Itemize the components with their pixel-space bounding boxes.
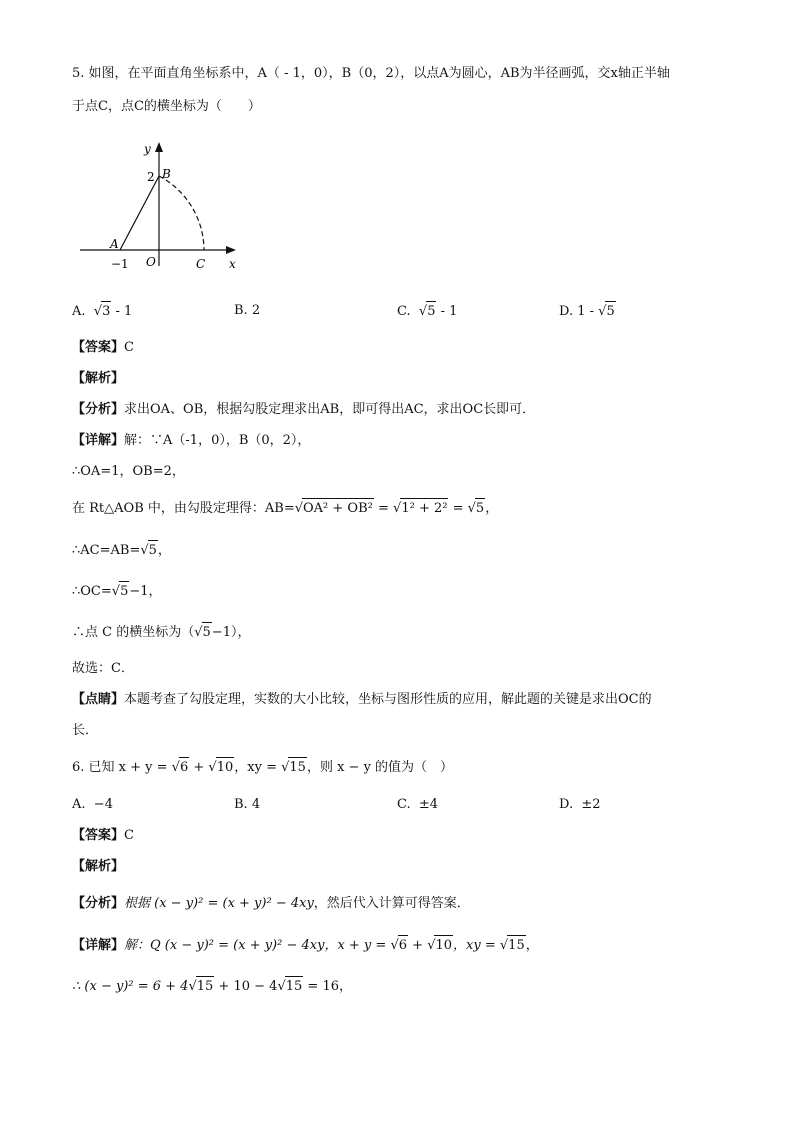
sqrt-radicand: 15 [285, 976, 304, 997]
option-letter: D. [559, 304, 574, 319]
step-text: 在 Rt△AOB 中，由勾股定理得：AB= [72, 501, 295, 516]
sqrt-radicand: 6 [398, 935, 408, 956]
equals: = [373, 501, 394, 516]
step-mid: + 10 − 4 [214, 979, 278, 994]
q5-analysis [72, 369, 124, 389]
q6-analysis [72, 857, 124, 877]
q5-step4: ∴AC=AB=√5， [72, 540, 171, 561]
fenxi-tag: 【分析】 [72, 896, 125, 911]
analysis-tag: 【解析】 [72, 859, 125, 874]
punct: −1， [129, 584, 162, 599]
option-letter: A. [72, 797, 86, 812]
option-suffix: - 1 [436, 304, 458, 319]
y-axis-label: y [144, 142, 151, 156]
q5-options [72, 301, 712, 321]
q5-step6: ∴点 C 的横坐标为（√5−1）， [72, 622, 250, 643]
q6-option-a[interactable] [72, 795, 113, 815]
q5-stem-text-2: 于点C，点C的横坐标为（ ） [72, 99, 261, 114]
q6-answer [72, 826, 134, 846]
q6-stem: 6. 已知 x + y = √6 + √10，xy = √15，则 x − y 的值为（ ） [72, 757, 453, 778]
q6-step2: ∴ (x − y)² = 6 + 4√15 + 10 − 4√15 = 16， [72, 976, 352, 997]
q6-option-d[interactable] [559, 795, 601, 815]
q5-option-a[interactable]: A. √3 - 1 [72, 301, 132, 322]
option-letter: A. [72, 304, 86, 319]
x-axis-label: x [229, 257, 236, 271]
plus: + [189, 760, 209, 775]
answer-tag: 【答案】 [72, 828, 125, 843]
step-text: ∴OA=1，OB=2， [72, 464, 185, 479]
fenxi-text: ，然后代入计算可得答案． [313, 896, 470, 911]
arc-bc [159, 176, 204, 250]
option-letter: D. [559, 797, 574, 812]
option-value: ±2 [581, 797, 601, 812]
q5-option-d[interactable]: D. 1 - √5 [559, 301, 616, 322]
xiangjie-tag: 【详解】 [72, 433, 125, 448]
sqrt-radicand: 6 [179, 757, 189, 778]
plus: + [408, 938, 428, 953]
option-value: 4 [251, 797, 261, 812]
q6-stem-mid: ，xy = [234, 760, 282, 775]
dianjing-text: 本题考查了勾股定理，实数的大小比较，坐标与图形性质的应用，解此题的关键是求出OC的 [124, 692, 652, 707]
answer-tag: 【答案】 [72, 340, 125, 355]
analysis-tag: 【解析】 [72, 371, 125, 386]
dianjing-text-2: 长． [72, 723, 99, 738]
q6-options [72, 795, 712, 815]
option-suffix: - 1 [111, 304, 133, 319]
q5-answer [72, 338, 134, 358]
sqrt-radicand: 5 [119, 581, 129, 602]
q5-step7 [72, 659, 134, 679]
sqrt-radicand: 15 [507, 935, 526, 956]
q5-number: 5. [72, 66, 85, 81]
step-text: ∴点 C 的横坐标为（ [72, 625, 195, 640]
q5-xiangjie [72, 431, 310, 451]
q6-stem-text: 已知 x + y = [88, 760, 172, 775]
sqrt-radicand: 10 [216, 757, 235, 778]
dianjing-tag: 【点睛】 [72, 692, 125, 707]
q5-step3: 在 Rt△AOB 中，由勾股定理得：AB=√OA² + OB² = √1² + 2² = √5， [72, 498, 498, 519]
sqrt-radicand: 5 [202, 622, 212, 643]
q6-fenxi [72, 894, 470, 914]
option-value: 2 [251, 303, 261, 318]
step-text: 故选：C． [72, 661, 134, 676]
option-letter: B. [234, 303, 248, 318]
option-value: ±4 [418, 797, 439, 812]
q6-stem-suffix: ，则 x − y 的值为（ ） [306, 760, 454, 775]
sqrt-radicand: 15 [288, 757, 307, 778]
y-axis-arrow-icon [155, 142, 163, 152]
point-b-label: B [162, 167, 171, 181]
punct: ， [485, 501, 499, 516]
option-prefix: 1 - [577, 304, 599, 319]
q5-option-c[interactable]: C. √5 - 1 [397, 301, 457, 322]
sqrt-radicand: 5 [426, 301, 436, 322]
q6-number: 6. [72, 760, 85, 775]
q5-step2 [72, 462, 185, 482]
sqrt-radicand: 3 [101, 301, 111, 322]
segment-ab [120, 176, 159, 250]
punct: −1）， [211, 625, 251, 640]
sqrt-radicand: OA² + OB² [302, 498, 374, 519]
q5-figure [78, 138, 258, 278]
option-value: −4 [93, 797, 113, 812]
step-mid: ，xy = [453, 938, 500, 953]
sqrt-radicand: 5 [148, 540, 158, 561]
step-text: 解：∵A（-1，0），B（0，2）， [124, 433, 311, 448]
equals: = [448, 501, 468, 516]
q5-stem-line1 [72, 64, 670, 84]
q6-xiangjie: 【详解】解：Q (x − y)² = (x + y)² − 4xy，x + y = √6 + √10，xy = √15， [72, 935, 539, 956]
step-text: ∴ (x − y)² = 6 + 4 [72, 979, 189, 994]
fenxi-formula: 根据 (x − y)² = (x + y)² − 4xy [124, 896, 314, 911]
x-axis-arrow-icon [226, 246, 236, 254]
q5-stem-line2 [72, 97, 261, 117]
q5-dianjing [72, 690, 652, 710]
q5-fenxi [72, 400, 535, 420]
q5-step5: ∴OC=√5−1， [72, 581, 162, 602]
point-a-label: A [110, 237, 119, 251]
sqrt-radicand: 1² + 2² [400, 498, 448, 519]
step-text: 解：Q (x − y)² = (x + y)² − 4xy，x + y = [124, 938, 391, 953]
q5-stem-text: 如图，在平面直角坐标系中，A（ - 1，0），B（0，2），以点A为圆心，AB为半径画弧，交x轴正半轴 [88, 66, 670, 81]
answer-value: C [124, 340, 134, 355]
sqrt-radicand: 5 [605, 301, 615, 322]
xiangjie-tag: 【详解】 [72, 938, 125, 953]
punct: = 16， [303, 979, 352, 994]
tick-x-label: −1 [111, 257, 129, 271]
step-text: ∴AC=AB= [72, 543, 141, 558]
punct: ， [525, 938, 539, 953]
q5-dianjing-line2 [72, 721, 98, 741]
option-letter: B. [234, 797, 248, 812]
option-letter: C. [397, 304, 411, 319]
answer-value: C [124, 828, 134, 843]
point-c-label: C [196, 257, 206, 271]
punct: ， [157, 543, 171, 558]
option-letter: C. [397, 797, 411, 812]
sqrt-radicand: 10 [434, 935, 453, 956]
q6-option-b[interactable] [234, 795, 260, 815]
fenxi-text: 求出OA、OB，根据勾股定理求出AB，即可得出AC，求出OC长即可． [124, 402, 536, 417]
tick-y-label: 2 [147, 170, 155, 184]
q6-option-c[interactable] [397, 795, 438, 815]
sqrt-radicand: 5 [475, 498, 485, 519]
step-text: ∴OC= [72, 584, 112, 599]
q5-option-b[interactable] [234, 301, 260, 321]
sqrt-radicand: 15 [196, 976, 215, 997]
origin-label: O [146, 255, 156, 269]
fenxi-tag: 【分析】 [72, 402, 125, 417]
